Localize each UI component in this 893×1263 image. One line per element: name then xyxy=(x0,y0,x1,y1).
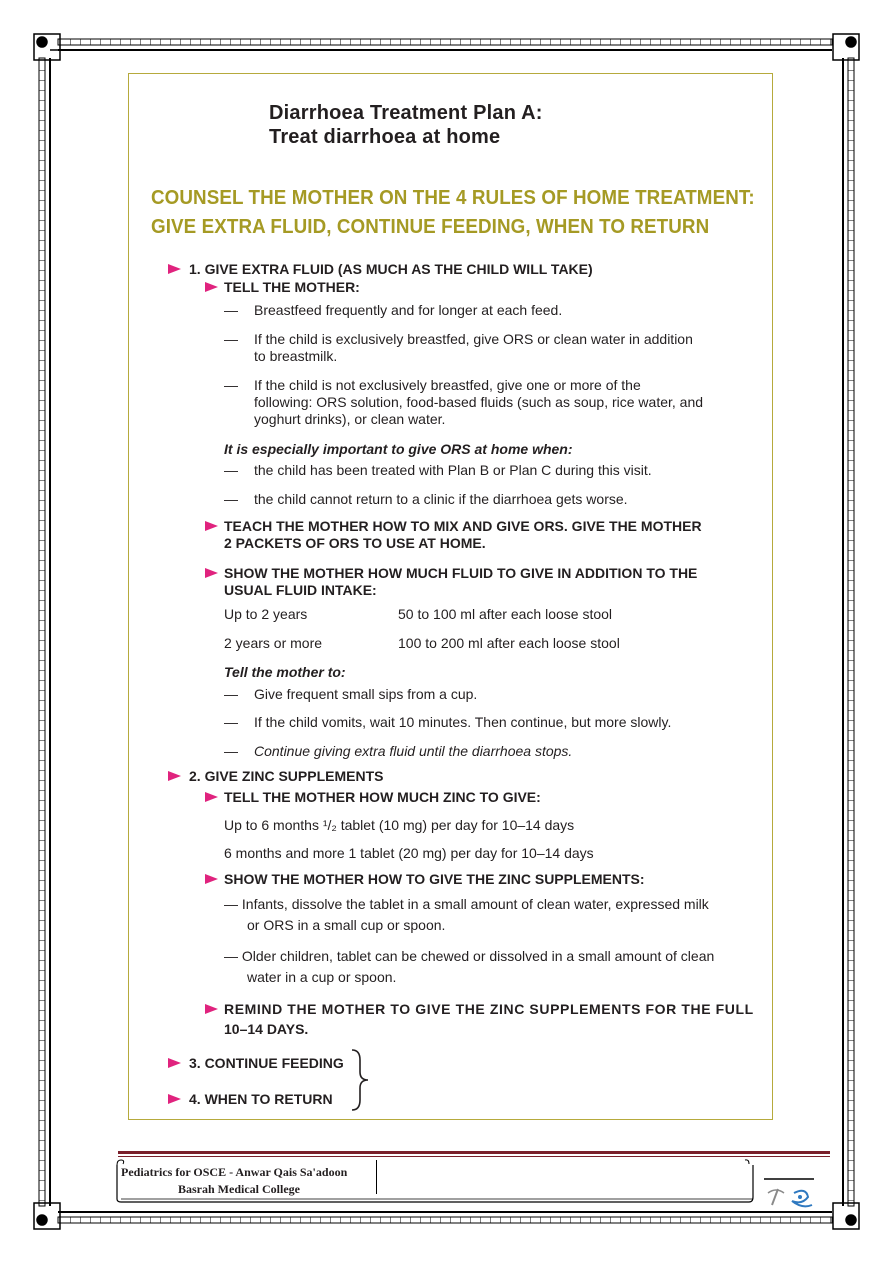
bullet-exclusive-l2: to breastmilk. xyxy=(254,348,338,364)
bullet-not-exclusive-l2: following: ORS solution, food-based fluids (such as soup, rice water, and xyxy=(254,394,704,410)
corner-ornament-br xyxy=(833,1203,859,1229)
show-fluid-line1: SHOW THE MOTHER HOW MUCH FLUID TO GIVE IN ADDITION TO THE xyxy=(224,565,698,581)
bullet-exclusive-l1: If the child is exclusively breastfed, give ORS or clean water in addition xyxy=(254,331,693,347)
bullet-not-exclusive-l3: yoghurt drinks), or clean water. xyxy=(254,411,446,427)
bullet-breastfeed: Breastfeed frequently and for longer at each feed. xyxy=(254,302,563,318)
zinc-show-heading: SHOW THE MOTHER HOW TO GIVE THE ZINC SUPPLEMENTS: xyxy=(224,871,645,887)
footer-separator xyxy=(376,1160,377,1194)
arrow-icon xyxy=(205,874,218,884)
corner-ornament-tl xyxy=(34,34,62,60)
dash-icon: — xyxy=(224,714,238,730)
bullet-not-exclusive-l1: If the child is not exclusively breastfed, give one or more of the xyxy=(254,377,641,393)
zinc-tell-heading: TELL THE MOTHER HOW MUCH ZINC TO GIVE: xyxy=(224,789,541,805)
arrow-icon xyxy=(168,1058,181,1068)
dash-icon: — xyxy=(224,462,238,478)
zinc-older-l2: water in a cup or spoon. xyxy=(247,969,397,985)
dash-icon: — xyxy=(224,491,238,507)
footer-rule xyxy=(118,1151,830,1154)
fluid-table-amount: 50 to 100 ml after each loose stool xyxy=(398,606,613,622)
tell-bullet-continue: Continue giving extra fluid until the diarrhoea stops. xyxy=(254,743,573,759)
arrow-icon xyxy=(205,568,218,578)
arrow-icon xyxy=(168,264,181,274)
dash-icon: — xyxy=(224,331,238,347)
teach-line1: TEACH THE MOTHER HOW TO MIX AND GIVE ORS. GIVE THE MOTHER xyxy=(224,518,702,534)
arrow-icon xyxy=(205,282,218,292)
ors-bullet-clinic: the child cannot return to a clinic if the diarrhoea gets worse. xyxy=(254,491,628,507)
section-2-heading: 2. GIVE ZINC SUPPLEMENTS xyxy=(189,768,384,784)
zinc-infants-l1: — Infants, dissolve the tablet in a small amount of clean water, expressed milk xyxy=(224,896,709,912)
section-1-heading: 1. GIVE EXTRA FLUID (AS MUCH AS THE CHILD WILL TAKE) xyxy=(189,261,593,277)
footer-college: Basrah Medical College xyxy=(178,1182,300,1196)
arrow-icon xyxy=(205,1004,218,1014)
section-3-heading: 3. CONTINUE FEEDING xyxy=(189,1055,344,1071)
plan-title-line1: Diarrhoea Treatment Plan A: xyxy=(269,102,543,124)
tell-bullet-sips: Give frequent small sips from a cup. xyxy=(254,686,478,702)
zinc-row-over6: 6 months and more 1 tablet (20 mg) per day for 10–14 days xyxy=(224,845,594,861)
arrow-icon xyxy=(205,792,218,802)
plan-title-line2: Treat diarrhoea at home xyxy=(269,126,501,148)
teach-line2: 2 PACKETS OF ORS TO USE AT HOME. xyxy=(224,535,486,551)
arrow-icon xyxy=(168,1094,181,1104)
tell-mother-to: Tell the mother to: xyxy=(224,664,346,680)
dash-icon: — xyxy=(224,377,238,393)
footer-course-title: Pediatrics for OSCE - Anwar Qais Sa'adoon xyxy=(121,1165,348,1179)
counsel-line1: COUNSEL THE MOTHER ON THE 4 RULES OF HOME TREATMENT: xyxy=(151,187,755,209)
arrow-icon xyxy=(205,521,218,531)
remind-line1: REMIND THE MOTHER TO GIVE THE ZINC SUPPLEMENTS FOR THE FULL xyxy=(224,1001,754,1017)
section-4-heading: 4. WHEN TO RETURN xyxy=(189,1091,333,1107)
zinc-infants-l2: or ORS in a small cup or spoon. xyxy=(247,917,446,933)
remind-line2: 10–14 DAYS. xyxy=(224,1021,309,1037)
fluid-table-age: Up to 2 years xyxy=(224,606,308,622)
caduceus-logo-icon xyxy=(758,1175,818,1213)
ors-important-heading: It is especially important to give ORS at home when: xyxy=(224,441,573,457)
footer-rule xyxy=(118,1156,830,1157)
zinc-older-l1: — Older children, tablet can be chewed or dissolved in a small amount of clean xyxy=(224,948,715,964)
show-fluid-line2: USUAL FLUID INTAKE: xyxy=(224,582,377,598)
corner-ornament-bl xyxy=(34,1203,60,1229)
dash-icon: — xyxy=(224,302,238,318)
tell-bullet-vomits: If the child vomits, wait 10 minutes. Then continue, but more slowly. xyxy=(254,714,672,730)
ors-bullet-plan: the child has been treated with Plan B or Plan C during this visit. xyxy=(254,462,652,478)
counsel-heading xyxy=(151,184,755,242)
tell-mother-heading: TELL THE MOTHER: xyxy=(224,279,360,295)
zinc-row-under6: Up to 6 months ¹/₂ tablet (10 mg) per day for 10–14 days xyxy=(224,817,575,833)
curly-brace-icon xyxy=(348,1046,372,1114)
fluid-table-amount: 100 to 200 ml after each loose stool xyxy=(398,635,620,651)
dash-icon: — xyxy=(224,686,238,702)
plan-title xyxy=(269,101,543,149)
dash-icon: — xyxy=(224,743,238,759)
arrow-icon xyxy=(168,771,181,781)
corner-ornament-tr xyxy=(833,34,859,60)
counsel-line2: GIVE EXTRA FLUID, CONTINUE FEEDING, WHEN TO RETURN xyxy=(151,216,710,238)
fluid-table-age: 2 years or more xyxy=(224,635,323,651)
